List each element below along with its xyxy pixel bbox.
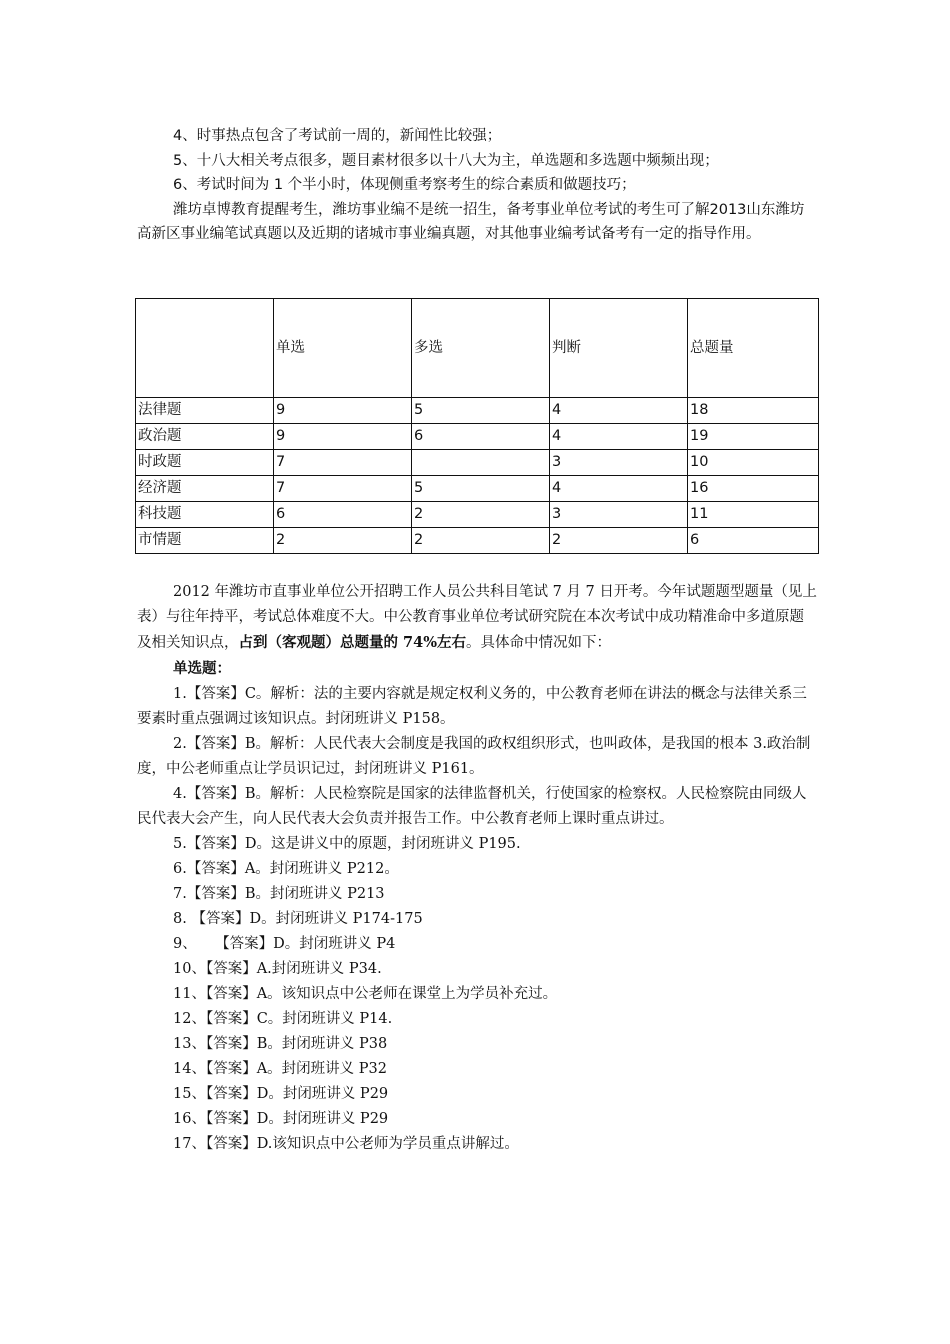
summary-paragraph bbox=[137, 580, 817, 656]
list-item: 12、【答案】C。封闭班讲义 P14. bbox=[173, 1011, 393, 1027]
table-cell: 2 bbox=[274, 528, 412, 554]
list-item: 6.【答案】A。封闭班讲义 P212。 bbox=[173, 861, 399, 877]
list-item: 17、【答案】D.该知识点中公老师为学员重点讲解过。 bbox=[173, 1136, 519, 1152]
table-cell: 11 bbox=[688, 502, 819, 528]
table-cell: 市情题 bbox=[136, 528, 274, 554]
table-row bbox=[136, 502, 819, 528]
table-cell: 18 bbox=[688, 398, 819, 424]
list-item: 2.【答案】B。解析：人民代表大会制度是我国的政权组织形式，也叫政体，是我国的根本 3.政治制度，中公老师重点让学员识记过，封闭班讲义 P161。 bbox=[137, 736, 811, 777]
table-cell: 9 bbox=[274, 424, 412, 450]
intro-reminder: 潍坊卓博教育提醒考生，潍坊事业编不是统一招生，备考事业单位考试的考生可了解2013山东潍坊高新区事业编笔试真题以及近期的诸城市事业编真题，对其他事业编考试备考有一定的指导作用。 bbox=[137, 201, 805, 242]
table-cell: 5 bbox=[412, 398, 550, 424]
table-cell: 经济题 bbox=[136, 476, 274, 502]
table-row bbox=[136, 476, 819, 502]
table-row bbox=[136, 528, 819, 554]
table-cell: 3 bbox=[550, 450, 688, 476]
list-item: 13、【答案】B。封闭班讲义 P38 bbox=[173, 1036, 388, 1052]
table-cell: 4 bbox=[550, 476, 688, 502]
table-cell: 2 bbox=[550, 528, 688, 554]
intro-point-4: 4、时事热点包含了考试前一周的，新闻性比较强； bbox=[173, 128, 502, 144]
intro-point-6: 6、考试时间为 1 个半小时，体现侧重考察考生的综合素质和做题技巧； bbox=[173, 177, 636, 193]
table-cell: 2 bbox=[412, 502, 550, 528]
list-item: 15、【答案】D。封闭班讲义 P29 bbox=[173, 1086, 389, 1102]
table-cell: 时政题 bbox=[136, 450, 274, 476]
table-row bbox=[136, 398, 819, 424]
table-header-cell: 总题量 bbox=[688, 299, 819, 398]
list-item: 10、【答案】A.封闭班讲义 P34. bbox=[173, 961, 382, 977]
table-cell: 5 bbox=[412, 476, 550, 502]
table-row bbox=[136, 450, 819, 476]
summary-text-b: 。具体命中情况如下： bbox=[466, 635, 612, 651]
table-cell: 6 bbox=[412, 424, 550, 450]
list-item: 7.【答案】B。封闭班讲义 P213 bbox=[173, 886, 385, 902]
list-item: 5.【答案】D。这是讲义中的原题，封闭班讲义 P195. bbox=[173, 836, 521, 852]
intro-point-5: 5、十八大相关考点很多，题目素材很多以十八大为主，单选题和多选题中频频出现； bbox=[173, 152, 719, 169]
list-item: 4.【答案】B。解析：人民检察院是国家的法律监督机关，行使国家的检察权。人民检察院由同级人民代表大会产生，向人民代表大会负责并报告工作。中公教育老师上课时重点讲过。 bbox=[137, 786, 807, 827]
section-title: 单选题： bbox=[173, 660, 231, 677]
table-cell: 政治题 bbox=[136, 424, 274, 450]
table-cell: 6 bbox=[274, 502, 412, 528]
table-cell: 9 bbox=[274, 398, 412, 424]
table-header-cell: 判断 bbox=[550, 299, 688, 398]
table-header-cell: 单选 bbox=[274, 299, 412, 398]
list-item: 16、【答案】D。封闭班讲义 P29 bbox=[173, 1111, 389, 1127]
table-cell: 6 bbox=[688, 528, 819, 554]
question-count-table bbox=[135, 298, 819, 554]
table-header-cell: 多选 bbox=[412, 299, 550, 398]
table-cell bbox=[412, 450, 550, 476]
table-cell: 19 bbox=[688, 424, 819, 450]
list-item: 8. 【答案】D。封闭班讲义 P174-175 bbox=[173, 911, 423, 927]
summary-text-a: 2012 年潍坊市直事业单位公开招聘工作人员公共科目笔试 7 月 7 日开考。今年试题题型题量（见上表）与往年持平，考试总体难度不大。中公教育事业单位考试研究院在本次考试中成功精准命中多道原题及相关知识点， bbox=[137, 584, 817, 651]
table-cell: 2 bbox=[412, 528, 550, 554]
table-cell: 3 bbox=[550, 502, 688, 528]
table-cell: 4 bbox=[550, 398, 688, 424]
intro-section bbox=[137, 124, 817, 247]
table-row bbox=[136, 424, 819, 450]
table-cell: 7 bbox=[274, 476, 412, 502]
table-header-row bbox=[136, 299, 819, 398]
table-cell: 法律题 bbox=[136, 398, 274, 424]
table-cell: 7 bbox=[274, 450, 412, 476]
table-cell: 4 bbox=[550, 424, 688, 450]
table-cell: 16 bbox=[688, 476, 819, 502]
answer-section bbox=[137, 580, 817, 1157]
summary-highlight: 占到（客观题）总题量的 74%左右 bbox=[238, 634, 467, 651]
list-item: 11、【答案】A。该知识点中公老师在课堂上为学员补充过。 bbox=[173, 986, 558, 1002]
answer-list bbox=[137, 682, 817, 1157]
list-item: 9、 【答案】D。封闭班讲义 P4 bbox=[173, 936, 396, 952]
list-item: 1.【答案】C。解析：法的主要内容就是规定权利义务的，中公教育老师在讲法的概念与法律关系三要素时重点强调过该知识点。封闭班讲义 P158。 bbox=[137, 686, 807, 727]
table-cell: 科技题 bbox=[136, 502, 274, 528]
list-item: 14、【答案】A。封闭班讲义 P32 bbox=[173, 1061, 387, 1077]
table-cell: 10 bbox=[688, 450, 819, 476]
table-header-cell bbox=[136, 299, 274, 398]
